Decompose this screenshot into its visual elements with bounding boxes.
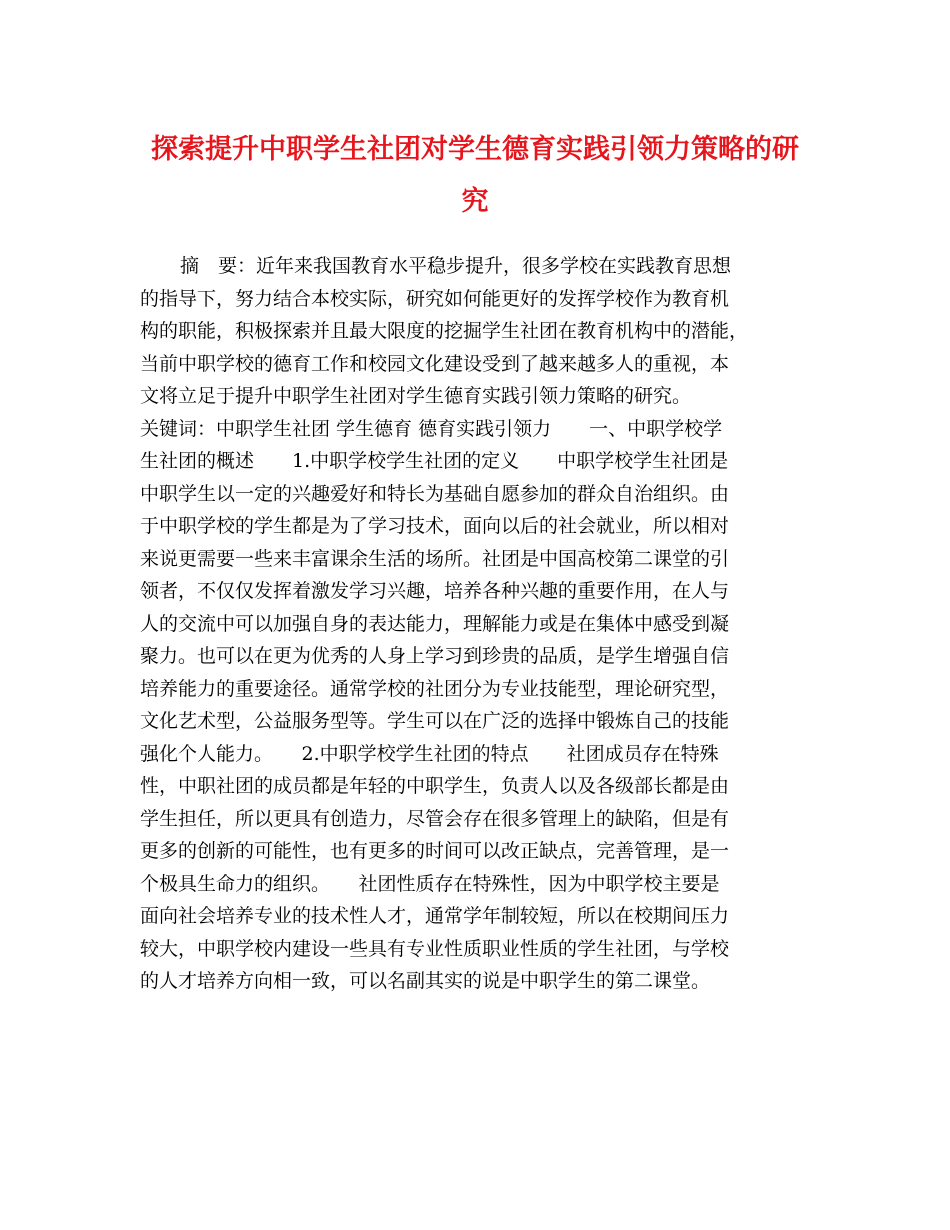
body-line: 构的职能，积极探索并且最大限度的挖掘学生社团在教育机构中的潜能， [140, 320, 749, 342]
body-line: 关键词：中职学生社团 学生德育 德育实践引领力 一、中职学校学 [140, 417, 723, 440]
body-line: 学生担任，所以更具有创造力，尽管会存在很多管理上的缺陷，但是有 [140, 807, 730, 830]
title-line-1: 探索提升中职学生社团对学生德育实践引领力策略的研 [151, 134, 799, 165]
body-line: 摘 要：近年来我国教育水平稳步提升，很多学校在实践教育思想 [180, 255, 732, 277]
body-line: 文将立足于提升中职学生社团对学生德育实践引领力策略的研究。 [140, 385, 692, 407]
body-line: 文化艺术型，公益服务型等。学生可以在广泛的选择中锻炼自己的技能 [140, 710, 730, 732]
document-body [140, 250, 812, 998]
body-line: 较大，中职学校内建设一些具有专业性质职业性质的学生社团，与学校 [140, 937, 730, 960]
body-line: 领者，不仅仅发挥着激发学习兴趣，培养各种兴趣的重要作用，在人与 [140, 580, 730, 602]
body-line: 生社团的概述 1.中职学校学生社团的定义 中职学校学生社团是 [140, 450, 729, 472]
body-line: 的指导下，努力结合本校实际，研究如何能更好的发挥学校作为教育机 [140, 287, 730, 310]
body-line: 培养能力的重要途径。通常学校的社团分为专业技能型，理论研究型， [140, 677, 730, 700]
body-line: 的人才培养方向相一致，可以名副其实的说是中职学生的第二课堂。 [140, 970, 711, 992]
body-line: 来说更需要一些来丰富课余生活的场所。社团是中国高校第二课堂的引 [140, 547, 730, 570]
body-line: 面向社会培养专业的技术性人才，通常学年制较短，所以在校期间压力 [140, 905, 730, 927]
body-line: 性，中职社团的成员都是年轻的中职学生，负责人以及各级部长都是由 [140, 775, 730, 797]
body-line: 于中职学校的学生都是为了学习技术，面向以后的社会就业，所以相对 [140, 515, 730, 537]
body-line: 当前中职学校的德育工作和校园文化建设受到了越来越多人的重视，本 [140, 352, 730, 375]
body-line: 强化个人能力。 2.中职学校学生社团的特点 社团成员存在特殊 [140, 742, 719, 765]
body-line: 中职学生以一定的兴趣爱好和特长为基础自愿参加的群众自治组织。由 [140, 482, 730, 505]
document-title [140, 124, 810, 228]
body-line: 人的交流中可以加强自身的表达能力，理解能力或是在集体中感受到凝 [140, 612, 730, 635]
body-line: 聚力。也可以在更为优秀的人身上学习到珍贵的品质，是学生增强自信 [140, 645, 730, 667]
body-line: 个极具生命力的组织。 社团性质存在特殊性，因为中职学校主要是 [140, 872, 720, 895]
title-line-2: 究 [461, 186, 489, 217]
body-line: 更多的创新的可能性，也有更多的时间可以改正缺点，完善管理，是一 [140, 840, 730, 862]
